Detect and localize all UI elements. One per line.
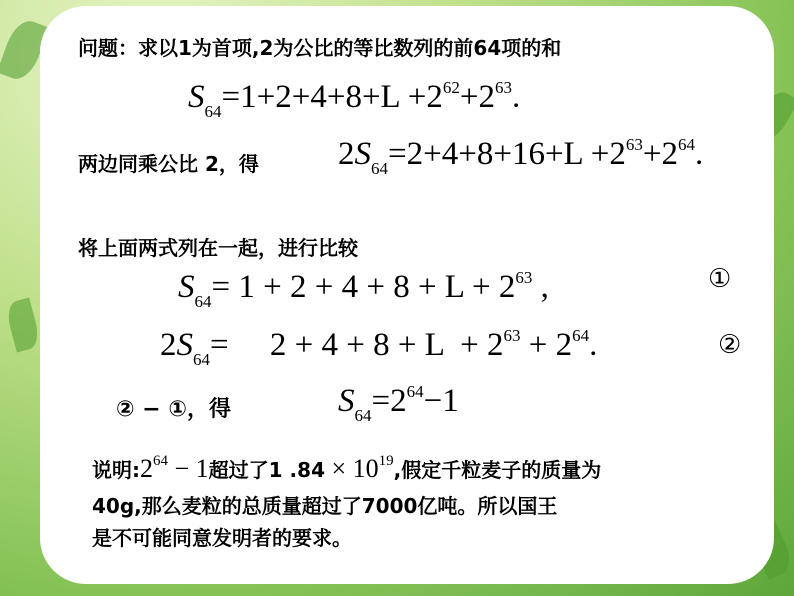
diff-rhs: =2	[371, 383, 407, 419]
equation-one	[178, 268, 549, 312]
diff-S: S	[338, 383, 355, 419]
note-exp: 64	[153, 453, 168, 469]
eq1-rhs-a: =1+2+4+8+L +2	[221, 79, 443, 115]
equation-doubled	[338, 135, 703, 179]
eq1-rhs-b: +2	[459, 79, 495, 115]
decor-leaf	[4, 297, 42, 352]
eq4-sup-a: 63	[503, 326, 521, 345]
diff-sup: 64	[406, 382, 424, 401]
eq2-coef: 2	[338, 136, 355, 172]
eq2-sub: 64	[371, 159, 388, 178]
note-line-2: 40g,那么麦粒的总质量超过了7000亿吨。所以国王	[92, 494, 558, 518]
equation-sum	[188, 78, 520, 122]
eq3-rhs: = 1 + 2 + 4 + 8 + L + 2	[211, 269, 516, 305]
eq4-sub: 64	[193, 350, 210, 369]
eq2-rhs-a: =2+4+8+16+L +2	[388, 136, 626, 172]
multiply-label: 两边同乘公比 2，得	[78, 152, 259, 176]
eq2-sup-b: 64	[677, 135, 695, 154]
diff-sub: 64	[354, 406, 372, 425]
note-mid: 超过了	[208, 458, 269, 482]
note-num: 1 .84	[268, 458, 325, 482]
eq2-sup-a: 63	[625, 135, 643, 154]
difference-label: ② − ①，得	[116, 397, 232, 422]
eq3-sub: 64	[194, 292, 212, 311]
note-rest: ,假定千粒麦子的质量为	[393, 458, 602, 482]
eq1-end: .	[511, 79, 521, 115]
eq3-sup: 63	[515, 268, 533, 287]
eq1-sup-b: 63	[494, 78, 512, 97]
note-exp2: 19	[378, 453, 394, 469]
eq4-end: .	[589, 327, 598, 363]
equation-two	[160, 326, 597, 370]
equation-result	[338, 382, 459, 426]
note-base: 2	[140, 454, 153, 483]
note-times: × 10	[324, 454, 379, 483]
note-minus: − 1	[168, 454, 209, 483]
diff-tail: −1	[423, 383, 459, 419]
eq3-end: ,	[532, 269, 549, 305]
note-prefix: 说明:	[92, 458, 140, 482]
compare-label: 将上面两式列在一起，进行比较	[78, 236, 358, 260]
problem-statement: 问题：求以1为首项,2为公比的等比数列的前64项的和	[78, 36, 562, 60]
eq2-S: S	[354, 136, 371, 172]
eq1-sup-a: 62	[442, 78, 460, 97]
eq2-rhs-b: +2	[642, 136, 678, 172]
eq3-S: S	[178, 269, 195, 305]
eq4-sup-b: 64	[572, 326, 590, 345]
note-line-3: 是不可能同意发明者的要求。	[92, 526, 352, 550]
eq4-S: S	[176, 327, 193, 363]
marker-one: ①	[708, 264, 732, 294]
eq4-rhs-b: + 2	[520, 327, 573, 363]
eq1-sub: 64	[204, 102, 222, 121]
note-line-1	[92, 453, 601, 484]
eq1-S: S	[188, 79, 205, 115]
eq4-coef: 2	[160, 327, 177, 363]
eq2-end: .	[694, 136, 704, 172]
eq4-rhs-a: = 2 + 4 + 8 + L + 2	[210, 327, 504, 363]
marker-two: ②	[718, 330, 742, 360]
